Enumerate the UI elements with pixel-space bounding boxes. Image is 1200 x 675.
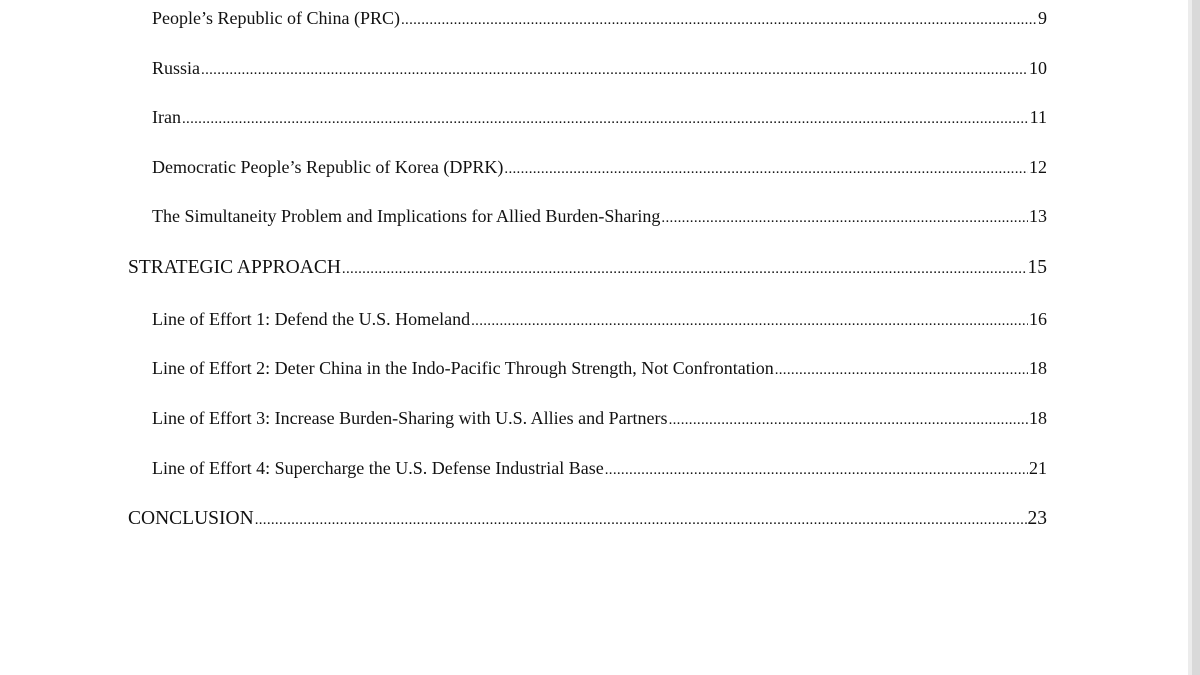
toc-entry-simultaneity-problem[interactable] [152, 207, 1047, 226]
toc-entry-page-number: 11 [1029, 108, 1047, 127]
dot-leader [669, 413, 1028, 428]
toc-entry-title: CONCLUSION [128, 509, 254, 529]
dot-leader [504, 162, 1028, 177]
toc-entry-title: The Simultaneity Problem and Implications for Allied Burden-Sharing [152, 207, 661, 226]
toc-entry-title: People’s Republic of China (PRC) [152, 9, 400, 28]
dot-leader [401, 13, 1037, 28]
toc-entry-line-of-effort-4[interactable] [152, 459, 1047, 478]
toc-entry-page-number: 21 [1029, 459, 1047, 478]
page-edge-shadow [1188, 0, 1200, 675]
toc-entry-line-of-effort-2[interactable] [152, 359, 1047, 378]
dot-leader [605, 463, 1028, 478]
toc-entry-conclusion[interactable] [128, 509, 1047, 529]
dot-leader [201, 63, 1028, 78]
toc-entry-page-number: 23 [1027, 509, 1047, 529]
toc-entry-title: Democratic People’s Republic of Korea (DPRK) [152, 158, 504, 177]
toc-entry-strategic-approach[interactable] [128, 258, 1047, 278]
toc-entry-title: Line of Effort 1: Defend the U.S. Homeland [152, 310, 471, 329]
dot-leader [255, 513, 1027, 528]
toc-entry-page-number: 10 [1029, 59, 1047, 78]
toc-entry-line-of-effort-3[interactable] [152, 409, 1047, 428]
toc-entry-page-number: 12 [1029, 158, 1047, 177]
dot-leader [471, 314, 1028, 329]
dot-leader [342, 262, 1027, 277]
toc-entry-iran[interactable] [152, 108, 1047, 127]
dot-leader [775, 363, 1028, 378]
toc-entry-title: Line of Effort 3: Increase Burden-Sharing with U.S. Allies and Partners [152, 409, 668, 428]
dot-leader [661, 211, 1028, 226]
toc-entry-title: Line of Effort 2: Deter China in the Indo-Pacific Through Strength, Not Confrontation [152, 359, 774, 378]
toc-entry-russia[interactable] [152, 59, 1047, 78]
toc-entry-page-number: 16 [1029, 310, 1047, 329]
toc-entry-page-number: 15 [1027, 258, 1047, 278]
toc-entry-page-number: 13 [1029, 207, 1047, 226]
toc-entry-title: STRATEGIC APPROACH [128, 258, 341, 278]
toc-entry-dprk[interactable] [152, 158, 1047, 177]
toc-entry-page-number: 9 [1038, 9, 1047, 28]
page-edge-highlight [1188, 0, 1192, 675]
toc-entry-page-number: 18 [1029, 409, 1047, 428]
toc-entry-line-of-effort-1[interactable] [152, 310, 1047, 329]
toc-entry-title: Iran [152, 108, 181, 127]
dot-leader [182, 112, 1029, 127]
toc-entry-title: Line of Effort 4: Supercharge the U.S. Defense Industrial Base [152, 459, 604, 478]
toc-entry-prc[interactable] [152, 9, 1047, 28]
toc-entry-title: Russia [152, 59, 201, 78]
toc-entry-page-number: 18 [1029, 359, 1047, 378]
